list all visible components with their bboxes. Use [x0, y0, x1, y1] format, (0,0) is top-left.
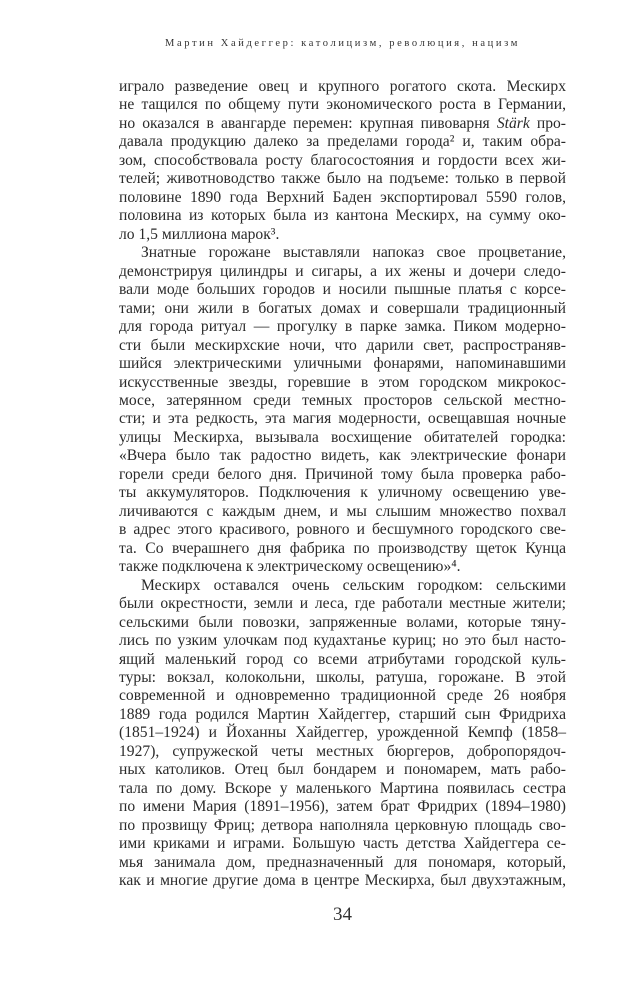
- text-line: давала продукцию далеко за пределами города² и, таким обра-: [119, 133, 566, 151]
- text-line: мья занимала дом, предназначенный для пономаря, который,: [119, 853, 566, 871]
- text-line: в адрес этого красивого, ровного и бесшумного городского све-: [119, 521, 566, 539]
- text-line: демонстрируя цилиндры и сигары, а их жены и дочери следо-: [119, 262, 566, 280]
- text-line: зом, способствовала росту благосостояния и гордости всех жи-: [119, 151, 566, 169]
- text-line: тала по дому. Вскоре у маленького Мартина появилась сестра: [119, 779, 566, 797]
- text-line: ими криками и играми. Большую часть детства Хайдеггера се-: [119, 835, 566, 853]
- page-body-text: [119, 78, 566, 891]
- text-line: ты аккумуляторов. Подключения к уличному освещению уве-: [119, 484, 566, 502]
- text-line: та. Со вчерашнего дня фабрика по производству щеток Кунца: [119, 539, 566, 557]
- text-line: Мескирх оставался очень сельским городком: сельскими: [141, 576, 566, 594]
- text-line: вали моде больших городов и носили пышные платья с корсе-: [119, 281, 566, 299]
- text-line: шийся электрическими уличными фонарями, напоминавшими: [119, 355, 566, 373]
- text-line: ных католиков. Отец был бондарем и пономарем, мать рабо-: [119, 761, 566, 779]
- text-line: горели среди белого дня. Причиной тому была проверка рабо-: [119, 465, 566, 483]
- page-number: 34: [333, 904, 352, 925]
- text-line: играло разведение овец и крупного рогатого скота. Мескирх: [119, 78, 566, 95]
- text-line: не тащился по общему пути экономического роста в Германии,: [119, 96, 566, 114]
- text-line: были окрестности, земли и леса, где работали местные жители;: [119, 595, 566, 613]
- italic-term: Stärk: [496, 114, 530, 132]
- text-line: «Вчера было так радостно видеть, как электрические фонари: [119, 447, 566, 465]
- text-line: ящий маленький город со всеми атрибутами городской куль-: [119, 650, 566, 668]
- text-line: сельскими были повозки, запряженные волами, которые тяну-: [119, 613, 566, 631]
- text-line: сти были мескирхские ночи, что дарили свет, распространяв-: [119, 336, 566, 354]
- text-line: 1889 года родился Мартин Хайдеггер, старший сын Фридриха: [119, 705, 566, 723]
- text-line: сти; и эта редкость, эта магия модерности, освещавшая ночные: [119, 410, 566, 428]
- paragraph: [119, 244, 566, 576]
- text-line: по прозвищу Фриц; детвора наполняла церковную площадь сво-: [119, 816, 566, 834]
- text-line: ло 1,5 миллиона марок³.: [119, 225, 280, 243]
- text-line: Знатные горожане выставляли напоказ свое процветание,: [141, 244, 566, 262]
- text-line: но оказался в авангарде перемен: крупная пивоварня Stärk про-: [119, 114, 567, 132]
- text-line: лись по узким улочкам под кудахтанье куриц; но это был насто-: [119, 632, 566, 650]
- paragraph: [119, 577, 566, 891]
- text-line: (1851–1924) и Йоханны Хайдеггер, урожденной Кемпф (1858–: [119, 724, 566, 742]
- text-line: по имени Мария (1891–1956), затем брат Фридрих (1894–1980): [119, 798, 566, 816]
- paragraph: [119, 78, 566, 244]
- text-line: туры: вокзал, колокольни, школы, ратуша, горожане. В этой: [119, 669, 566, 686]
- text-line: 1927), супружеской четы местных бюргеров, добропорядоч-: [119, 742, 566, 760]
- text-line: для города ритуал — прогулку в парке замка. Пиком модерно-: [119, 318, 566, 336]
- text-line: искусственные звезды, горевшие в этом городском микрокос-: [119, 373, 566, 391]
- text-line: улицы Мескирха, вызывала восхищение обитателей городка:: [119, 428, 566, 446]
- text-line: личиваются с каждым днем, и мы слышим множество похвал: [119, 502, 566, 520]
- text-line: телей; животноводство также было на подъеме: только в первой: [119, 170, 566, 188]
- text-line: мосе, затерянном среди темных просторов сельской местно-: [119, 391, 566, 409]
- text-line: половине 1890 года Верхний Баден экспортировал 5590 голов,: [119, 188, 566, 206]
- running-header: Мартин Хайдеггер: католицизм, революция, нацизм: [165, 38, 520, 49]
- text-line: как и многие другие дома в центре Мескирха, был двухэтажным,: [119, 872, 566, 890]
- text-line: также подключена к электрическому освещению»⁴.: [119, 558, 461, 576]
- text-line: половина из которых была из кантона Мескирх, на сумму око-: [119, 207, 566, 225]
- text-line: современной и одновременно традиционной среде 26 ноября: [119, 687, 566, 705]
- text-line: тами; они жили в богатых домах и совершали традиционный: [119, 299, 566, 317]
